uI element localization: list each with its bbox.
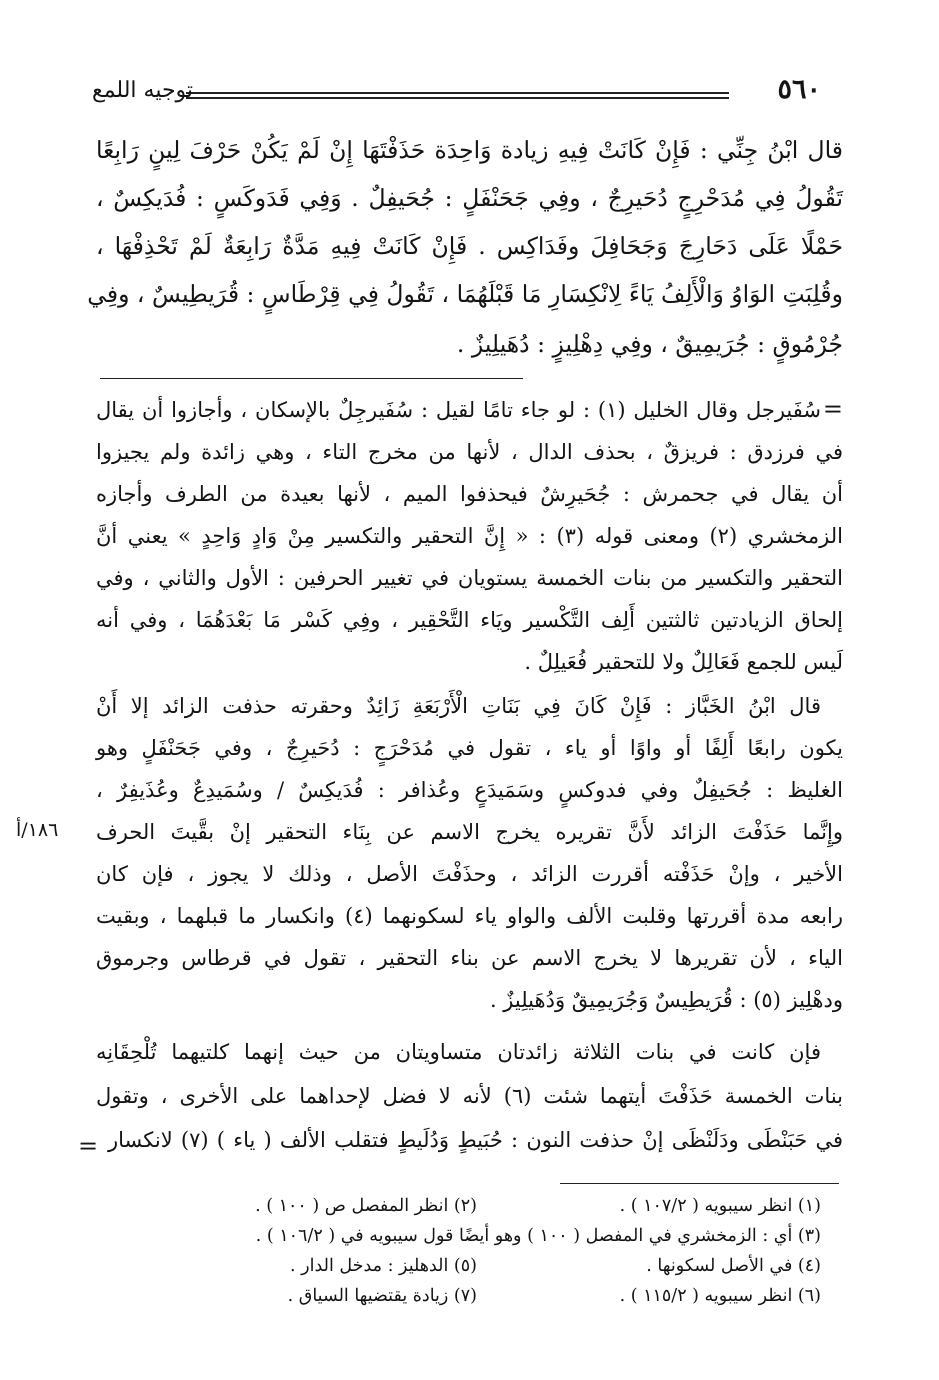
sharh-line: سُفَيرجل وقال الخليل (١) : لو جاء تامًا لقيل : سُفَيرجِلٌ بالإسكان ، وأجازوا أن يقال	[96, 398, 821, 422]
sharh-line: أن يقال في جحمرش : جُحَيرِشٌ فيحذفوا الميم ، لأنها بعيدة من الطرف وأجازه	[96, 482, 843, 506]
footnote: (٧) زيادة يقتضيها السياق .	[287, 1286, 477, 1306]
sharh-line: فإن كانت في بنات الثلاثة زائدتان متساويتان من حيث إنهما كلتيهما تُلْحِقَانِه	[96, 1040, 821, 1064]
matn-line: جُرْمُوقٍ : جُرَيمِيقٌ ، وفِي دِهْلِيزٍ : دُهَيلِيزٌ .	[456, 330, 843, 358]
header-double-rule	[186, 92, 729, 99]
sharh-line: يكون رابعًا أَلِفًا أو واوًا أو ياء ، تقول في مُدَحْرَجٍ : دُحَيرِجٌ ، وفي جَحَنْفَلٍ وهو	[96, 736, 843, 760]
sharh-line: الزمخشري (٢) ومعنى قوله (٣) : « إِنَّ التحقير والتكسير مِنْ وَادٍ وَاحِدٍ » يعني أنَّ	[96, 524, 843, 548]
matn-line: وقُلِبَتِ الوَاوُ وَالْأَلِفُ يَاءً لِانْكِسَارِ مَا قَبْلَهُمَا ، تَقُولُ فِي قِرْطَاسٍ : قُرَيطِيسٌ ، وفِي	[87, 280, 843, 308]
sharh-line: إلحاق الزيادتين ثالثتين أَلِف التَّكْسير ويَاء التَّحْقِير ، وفِي كَسْر مَا بَعْدَهُمَا ، وفي أنه	[96, 608, 843, 632]
sharh-line: بنات الخمسة حَذَفْتَ أيتهما شئت (٦) لأنه لا فضل لإحداهما على الأخرى ، وتقول	[96, 1084, 844, 1108]
sharh-line: قال ابْنُ الخَبَّاز : فَإِنْ كَانَ فِي بَنَاتِ الْأَرْبَعَةِ زَائِدٌ وحقرته حذفت الزائد إلا أَنْ	[96, 694, 821, 718]
continuation-mark-end: =	[78, 1132, 99, 1160]
sharh-line: الياء ، لأن تقريرها لا يخرج الاسم عن بناء التحقير ، تقول في قرطاس وجرموق	[96, 946, 843, 970]
matn-line: حَمْلًا عَلَى دَحَارِجَ وَجَحَافِلَ وفَدَاكِس . فَإِنْ كَانَتْ فِيهِ مَدَّةٌ رَابِعَةٌ لَمْ تَحْذِفْهَا ،	[96, 232, 843, 260]
sharh-line: التحقير والتكسير من بنات الخمسة يستويان في تغيير الحرفين : الأول والثاني ، وفي	[96, 566, 843, 590]
sharh-line: وإِنَّما حَذَفْتَ الزائد لأَنَّ تقريره يخرج الاسم عن بِنَاء التحقير إنْ بقَّيتَ الحرف	[96, 820, 843, 844]
sharh-line: الأخير ، وإنْ حَذَفْته أقررت الزائد ، وحذَفْتَ الأصل ، وذلك لا يجوز ، فإن كان	[96, 862, 843, 886]
footnote: (٢) انظر المفصل ص ( ١٠٠ ) .	[255, 1196, 477, 1216]
footnote-separator	[560, 1183, 839, 1184]
sharh-line: لَيس للجمع فَعَالِلٌ ولا للتحقير فُعَيلِلٌ .	[524, 650, 843, 674]
matn-separator	[100, 378, 523, 379]
matn-line: قال ابْنُ جِنِّي : فَإِنْ كَانَتْ فِيهِ زيادة وَاحِدَة حَذَفْتَهَا إِنْ لَمْ يَكُنْ حَرْفَ لِينٍ رَابِعًا	[96, 136, 843, 164]
running-title: توجيه اللمع	[92, 78, 194, 103]
continuation-mark-start: =	[822, 395, 843, 423]
margin-folio-marker: ١٨٦/أ	[16, 819, 59, 841]
sharh-line: رابعه مدة أقررتها وقلبت الألف والواو ياء لسكونهما (٤) وانكسار ما قبلهما ، وبقيت	[96, 904, 843, 928]
sharh-line: في حَبَنْطَى ودَلَنْظَى إنْ حذفت النون : حُبَيطٍ وَدُلَيطٍ فتقلب الألف ( ياء ) (٧) لانكسار	[108, 1128, 844, 1152]
footnote: (٣) أي : الزمخشري في المفصل ( ١٠٠ ) وهو أيضًا قول سيبويه في ( ١٠٦/٢ ) .	[255, 1226, 821, 1246]
page-number: ٥٦٠	[777, 74, 821, 105]
matn-line: تَقُولُ فِي مُدَحْرِجٍ دُحَيرِجٌ ، وفِي جَحَنْفَلٍ : جُحَيفِلٌ . وَفِي فَدَوكَسٍ : فُدَيكِسٌ ،	[96, 184, 843, 212]
sharh-line: في فرزدق : فريزقٌ ، بحذف الدال ، لأنها من مخرج التاء ، وهي زائدة ولم يجيزوا	[96, 440, 843, 464]
sharh-line: الغليظ : جُحَيفِلٌ وفي فدوكسٍ وسَمَيدَعٍ وعُذافر : فُدَيكِسٌ / وسُمَيدِعٌ وعُذَيفِرٌ ،	[96, 778, 843, 802]
footnote: (٤) في الأصل لسكونها .	[646, 1256, 821, 1276]
footnote: (٥) الدهليز : مدخل الدار .	[290, 1256, 477, 1276]
footnote: (٦) انظر سيبويه ( ١١٥/٢ ) .	[619, 1286, 821, 1306]
sharh-line: ودهْلِيز (٥) : قُرَيطِيسٌ وَجُرَيمِيقٌ وَدُهَيلِيزٌ .	[489, 988, 843, 1012]
footnote: (١) انظر سيبويه ( ١٠٧/٢ ) .	[619, 1196, 821, 1216]
